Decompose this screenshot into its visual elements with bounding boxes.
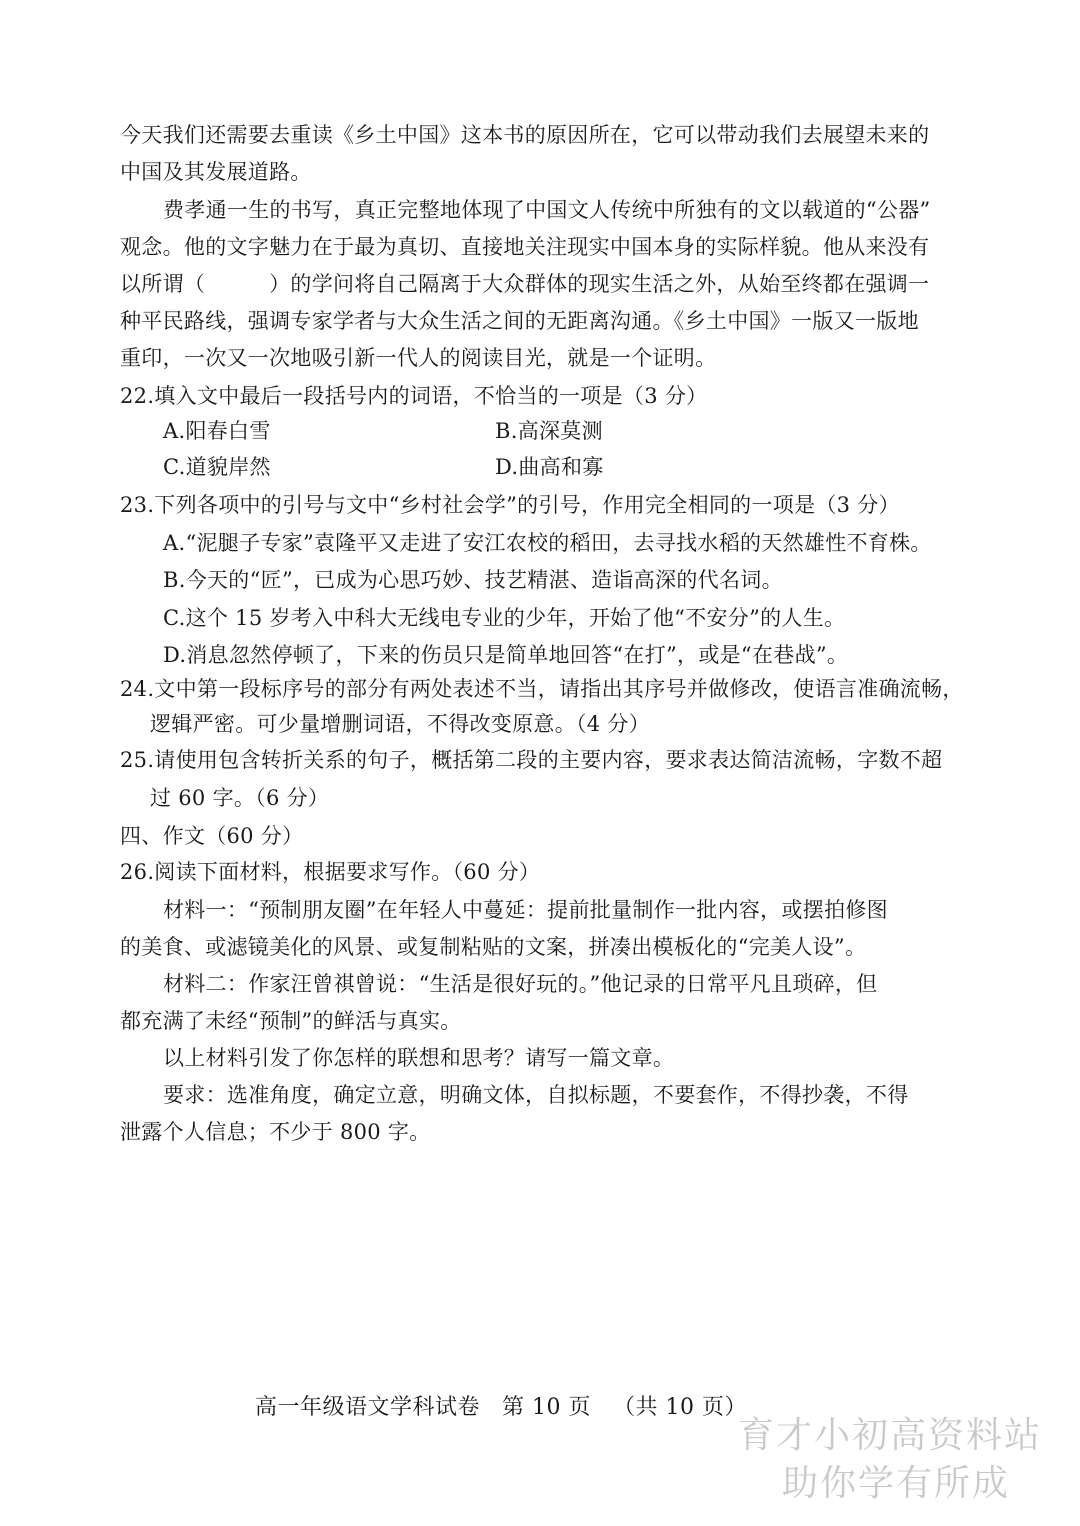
q22-option-a: A.阳春白雪: [163, 419, 271, 443]
last-paragraph-line-5: 重印，一次又一次地吸引新一代人的阅读目光，就是一个证明。: [120, 346, 717, 370]
section-4-heading: 四、作文（60 分）: [120, 824, 304, 848]
q22-option-d: D.曲高和寡: [495, 455, 604, 479]
q24-line-2: 逻辑严密。可少量增删词语，不得改变原意。（4 分）: [150, 712, 651, 736]
footer-page-number: 第 10 页: [502, 1395, 591, 1420]
page-footer: [255, 1393, 769, 1423]
q26-material-1-line-1: 材料一：“预制朋友圈”在年轻人中蔓延：提前批量制作一批内容，或摆拍修图: [163, 898, 888, 922]
q23-option-c: C.这个 15 岁考入中科大无线电专业的少年，开始了他“不安分”的人生。: [163, 606, 846, 630]
last-paragraph-line-2: 观念。他的文字魅力在于最为真切、直接地关注现实中国本身的实际样貌。他从来没有: [120, 235, 930, 259]
q23-option-a: A.“泥腿子专家”袁隆平又走进了安江农校的稻田，去寻找水稻的天然雄性不育株。: [163, 531, 932, 555]
q26-requirement-line-2: 泄露个人信息；不少于 800 字。: [120, 1120, 431, 1144]
q23-stem: 23.下列各项中的引号与文中“乡村社会学”的引号，作用完全相同的一项是（3 分）: [120, 493, 900, 517]
q26-material-1-line-2: 的美食、或滤镜美化的风景、或复制粘贴的文案，拼凑出模板化的“完美人设”。: [120, 935, 867, 959]
q26-material-2-line-2: 都充满了未经“预制”的鲜活与真实。: [120, 1009, 462, 1033]
q25-line-1: 25.请使用包含转折关系的句子，概括第二段的主要内容，要求表达简洁流畅，字数不超: [120, 748, 943, 772]
q22-option-b: B.高深莫测: [495, 419, 603, 443]
last-paragraph-line-1: 费孝通一生的书写，真正完整地体现了中国文人传统中所独有的文以载道的“公器”: [163, 198, 931, 222]
q26-prompt: 以上材料引发了你怎样的联想和思考？请写一篇文章。: [163, 1046, 675, 1070]
watermark-line-2: 助你学有所成: [782, 1463, 1011, 1504]
q26-material-2-line-1: 材料二：作家汪曾祺曾说：“生活是很好玩的。”他记录的日常平凡且琐碎，但: [163, 972, 878, 996]
q22-stem: 22.填入文中最后一段括号内的词语，不恰当的一项是（3 分）: [120, 384, 708, 408]
passage-tail-line-2: 中国及其发展道路。: [120, 160, 312, 184]
q25-line-2: 过 60 字。（6 分）: [150, 786, 330, 810]
last-paragraph-line-3: 以所谓（ ）的学问将自己隔离于大众群体的现实生活之外，从始至终都在强调一: [120, 272, 930, 296]
q26-requirement-line-1: 要求：选准角度，确定立意，明确文体，自拟标题，不要套作，不得抄袭，不得: [163, 1083, 909, 1107]
passage-tail-line-1: 今天我们还需要去重读《乡土中国》这本书的原因所在，它可以带动我们去展望未来的: [120, 123, 930, 147]
footer-paper-title: 高一年级语文学科试卷: [255, 1395, 481, 1420]
q23-option-d: D.消息忽然停顿了，下来的伤员只是简单地回答“在打”，或是“在巷战”。: [163, 643, 849, 667]
q26-stem: 26.阅读下面材料，根据要求写作。（60 分）: [120, 860, 541, 884]
q23-option-b: B.今天的“匠”，已成为心思巧妙、技艺精湛、造诣高深的代名词。: [163, 568, 783, 592]
q24-line-1: 24.文中第一段标序号的部分有两处表述不当，请指出其序号并做修改，使语言准确流畅，: [120, 677, 964, 701]
footer-total-pages: （共 10 页）: [613, 1395, 747, 1420]
q22-option-c: C.道貌岸然: [163, 455, 271, 479]
last-paragraph-line-4: 种平民路线，强调专家学者与大众生活之间的无距离沟通。《乡土中国》一版又一版地: [120, 309, 919, 333]
watermark-line-1: 育才小初高资料站: [738, 1415, 1043, 1456]
